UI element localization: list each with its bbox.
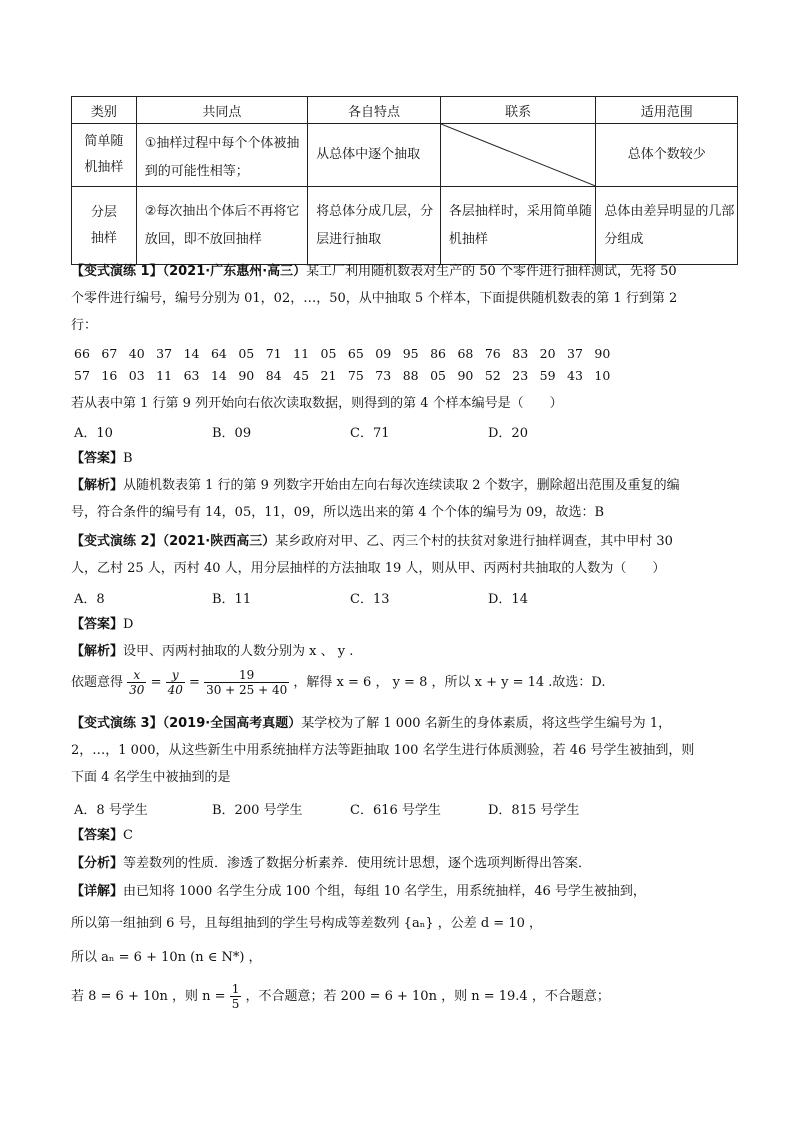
options-row xyxy=(74,422,744,441)
exercise-text: 某学校为了解 1 000 名新生的身体素质，将这些学生编号为 1， xyxy=(301,716,672,731)
answer-value: B xyxy=(123,451,133,466)
random-number: 16 xyxy=(101,368,118,383)
exercise-source: （2021·广东惠州·高三） xyxy=(162,264,307,279)
option-d: D．14 xyxy=(488,592,528,607)
options-row xyxy=(74,588,744,607)
fraction xyxy=(166,668,185,697)
random-number: 21 xyxy=(320,368,337,383)
random-number: 90 xyxy=(238,368,255,383)
random-number: 73 xyxy=(375,368,392,383)
analysis-text: 号，符合条件的编号有 14，05，11，09，所以选出来的第 4 个个体的编号为 09，故选：B xyxy=(71,505,605,520)
equals-sign: = xyxy=(189,675,200,690)
detail-line xyxy=(71,980,741,1014)
random-number: 68 xyxy=(457,346,474,361)
analysis-tag: 【解析】 xyxy=(71,644,124,659)
random-number: 57 xyxy=(74,368,90,383)
random-number: 10 xyxy=(594,368,611,383)
random-number: 59 xyxy=(539,368,556,383)
random-number: 45 xyxy=(293,368,310,383)
exercise-tag: 【变式演练 3】 xyxy=(71,716,163,731)
random-number: 05 xyxy=(238,346,255,361)
random-number: 90 xyxy=(457,368,474,383)
fraction xyxy=(204,668,289,697)
detail-line: 所以第一组抽到 6 号，且每组抽到的学生号构成等差数列 {aₙ} ，公差 d = 10 ， xyxy=(71,916,543,931)
random-number: 20 xyxy=(539,346,556,361)
table-cell-common: ①抽样过程中每个个体被抽到的可能性相等； xyxy=(136,124,307,187)
random-number: 63 xyxy=(183,368,200,383)
random-number: 11 xyxy=(293,346,310,361)
random-number: 40 xyxy=(128,346,145,361)
fenxi-line xyxy=(71,850,741,877)
formula-suffix: ，解得 x = 6 ， y = 8 ，所以 x + y = 14 .故选：D. xyxy=(293,675,606,690)
exercise-question: 若从表中第 1 行第 9 列开始向右依次读取数据，则得到的第 4 个样本编号是（ ） xyxy=(71,396,563,411)
answer-line xyxy=(71,445,741,472)
fenxi-tag: 【分析】 xyxy=(71,856,124,871)
random-table-row-1 xyxy=(74,346,622,361)
table-cell-common: ②每次抽出个体后不再将它放回，即不放回抽样 xyxy=(136,187,307,265)
random-number: 64 xyxy=(210,346,227,361)
random-number: 90 xyxy=(594,346,611,361)
detail-text: 由已知将 1000 名学生分成 100 个组，每组 10 名学生，用系统抽样，46 号学生被抽到， xyxy=(123,884,646,899)
random-number: 95 xyxy=(402,346,419,361)
random-number: 67 xyxy=(101,346,118,361)
exercise-tag: 【变式演练 1】 xyxy=(71,264,163,279)
answer-value: D xyxy=(123,617,134,632)
answer-tag: 【答案】 xyxy=(71,828,124,843)
detail-prefix: 若 8 = 6 + 10n ，则 n = xyxy=(71,989,226,1004)
option-d: D．20 xyxy=(488,426,528,441)
answer-tag: 【答案】 xyxy=(71,451,124,466)
random-table-row-2 xyxy=(74,368,622,383)
random-number: 05 xyxy=(430,368,446,383)
table-cell-category: 简单随机抽样 xyxy=(72,124,137,187)
random-number: 76 xyxy=(484,346,501,361)
table-cell-link: 各层抽样时，采用简单随机抽样 xyxy=(440,187,596,265)
random-number: 03 xyxy=(128,368,145,383)
table-header-cell: 联系 xyxy=(440,97,596,124)
diagonal-line xyxy=(441,124,596,186)
fraction-denominator: 30 xyxy=(129,683,145,697)
table-cell-category: 分层抽样 xyxy=(72,187,137,265)
random-number: 52 xyxy=(484,368,501,383)
exercise-tag: 【变式演练 2】 xyxy=(71,534,163,549)
formula-prefix: 依题意得 xyxy=(71,675,124,690)
table-cell-scope: 总体个数较少 xyxy=(596,124,738,187)
table-cell-scope: 总体由差异明显的几部分组成 xyxy=(596,187,738,265)
random-number: 14 xyxy=(210,368,227,383)
exercise-3-stem xyxy=(71,710,741,791)
exercise-text: 下面 4 名学生中被抽到的是 xyxy=(71,770,231,785)
table-header-cell: 适用范围 xyxy=(596,97,738,124)
detail-line: 所以 aₙ = 6 + 10n (n ∈ N*) ， xyxy=(71,950,262,965)
exercise-text: 人，乙村 25 人，丙村 40 人，用分层抽样的方法抽取 19 人，则从甲、丙两村共抽取的人数为（ ） xyxy=(71,561,666,576)
detail-line xyxy=(71,878,741,905)
random-number: 09 xyxy=(375,346,392,361)
exercise-source: （2021·陕西高三） xyxy=(162,534,276,549)
random-number: 65 xyxy=(347,346,364,361)
fraction-numerator: x xyxy=(127,668,146,683)
fraction-denominator: 30 + 25 + 40 xyxy=(206,683,288,697)
table-cell-feature: 将总体分成几层，分层进行抽取 xyxy=(308,187,441,265)
analysis-text: 从随机数表第 1 行的第 9 列数字开始由左向右每次连续读取 2 个数字，删除超出范围及重复的编 xyxy=(123,478,680,493)
table-header-row xyxy=(72,97,738,124)
random-number: 11 xyxy=(156,368,173,383)
random-number: 88 xyxy=(402,368,419,383)
option-a: A．10 xyxy=(74,426,113,441)
sampling-comparison-table xyxy=(71,96,738,265)
fraction-numerator: 19 xyxy=(204,668,289,683)
fraction xyxy=(127,668,146,697)
fraction-numerator: y xyxy=(166,668,185,683)
option-d: D．815 号学生 xyxy=(488,803,580,818)
equals-sign: = xyxy=(150,675,162,690)
random-number: 23 xyxy=(512,368,529,383)
table-row xyxy=(72,124,738,187)
option-a: A．8 xyxy=(74,592,105,607)
random-number: 37 xyxy=(567,346,583,361)
detail-suffix: ，不合题意；若 200 = 6 + 10n ，则 n = 19.4 ，不合题意； xyxy=(245,989,610,1004)
exercise-text: 行： xyxy=(71,318,98,333)
exercise-text: 2，…，1 000，从这些新生中用系统抽样方法等距抽取 100 名学生进行体质测验，若 46 号学生被抽到，则 xyxy=(71,743,695,758)
table-header-cell: 类别 xyxy=(72,97,137,124)
fraction-denominator: 40 xyxy=(167,683,183,697)
answer-line xyxy=(71,822,741,849)
table-cell-diagonal xyxy=(440,124,596,187)
table-cell-feature: 从总体中逐个抽取 xyxy=(308,124,441,187)
option-b: B．11 xyxy=(212,592,252,607)
answer-tag: 【答案】 xyxy=(71,617,124,632)
table-row xyxy=(72,187,738,265)
exercise-1-stem xyxy=(71,258,741,339)
option-a: A．8 号学生 xyxy=(74,803,148,818)
analysis-line xyxy=(71,638,741,665)
fenxi-text: 等差数列的性质．渗透了数据分析素养．使用统计思想，逐个选项判断得出答案． xyxy=(123,856,592,871)
table-header-cell: 共同点 xyxy=(136,97,307,124)
random-number: 05 xyxy=(320,346,337,361)
random-number: 71 xyxy=(265,346,282,361)
random-number: 75 xyxy=(347,368,364,383)
exercise-source: （2019·全国高考真题） xyxy=(162,716,302,731)
analysis-text: 设甲、丙两村抽取的人数分别为 x 、 y . xyxy=(123,644,354,659)
random-number: 86 xyxy=(430,346,446,361)
options-row xyxy=(74,799,744,818)
exercise-2-stem xyxy=(71,528,741,582)
option-c: C．71 xyxy=(350,426,390,441)
analysis-tag: 【解析】 xyxy=(71,478,124,493)
analysis-formula-line xyxy=(71,666,741,700)
option-b: B．09 xyxy=(212,426,252,441)
option-b: B．200 号学生 xyxy=(212,803,303,818)
random-number: 43 xyxy=(567,368,583,383)
fraction-numerator: 1 xyxy=(231,982,240,996)
analysis-block xyxy=(71,472,741,526)
random-number: 14 xyxy=(183,346,200,361)
random-number: 83 xyxy=(512,346,529,361)
option-c: C．13 xyxy=(350,592,390,607)
answer-value: C xyxy=(123,828,133,843)
random-number: 66 xyxy=(74,346,90,361)
random-number: 84 xyxy=(265,368,282,383)
table-header-cell: 各自特点 xyxy=(308,97,441,124)
exercise-text: 某工厂利用随机数表对生产的 50 个零件进行抽样测试，先将 50 xyxy=(306,264,677,279)
option-c: C．616 号学生 xyxy=(350,803,441,818)
exercise-text: 某乡政府对甲、乙、丙三个村的扶贫对象进行抽样调查，其中甲村 30 xyxy=(275,534,673,549)
detail-tag: 【详解】 xyxy=(71,884,124,899)
fraction-denominator: 5 xyxy=(231,997,240,1011)
exercise-text: 个零件进行编号，编号分别为 01，02，…，50，从中抽取 5 个样本，下面提供随机数表的第 1 行到第 2 xyxy=(71,291,678,306)
random-number: 37 xyxy=(156,346,173,361)
fraction xyxy=(230,982,242,1011)
answer-line xyxy=(71,611,741,638)
